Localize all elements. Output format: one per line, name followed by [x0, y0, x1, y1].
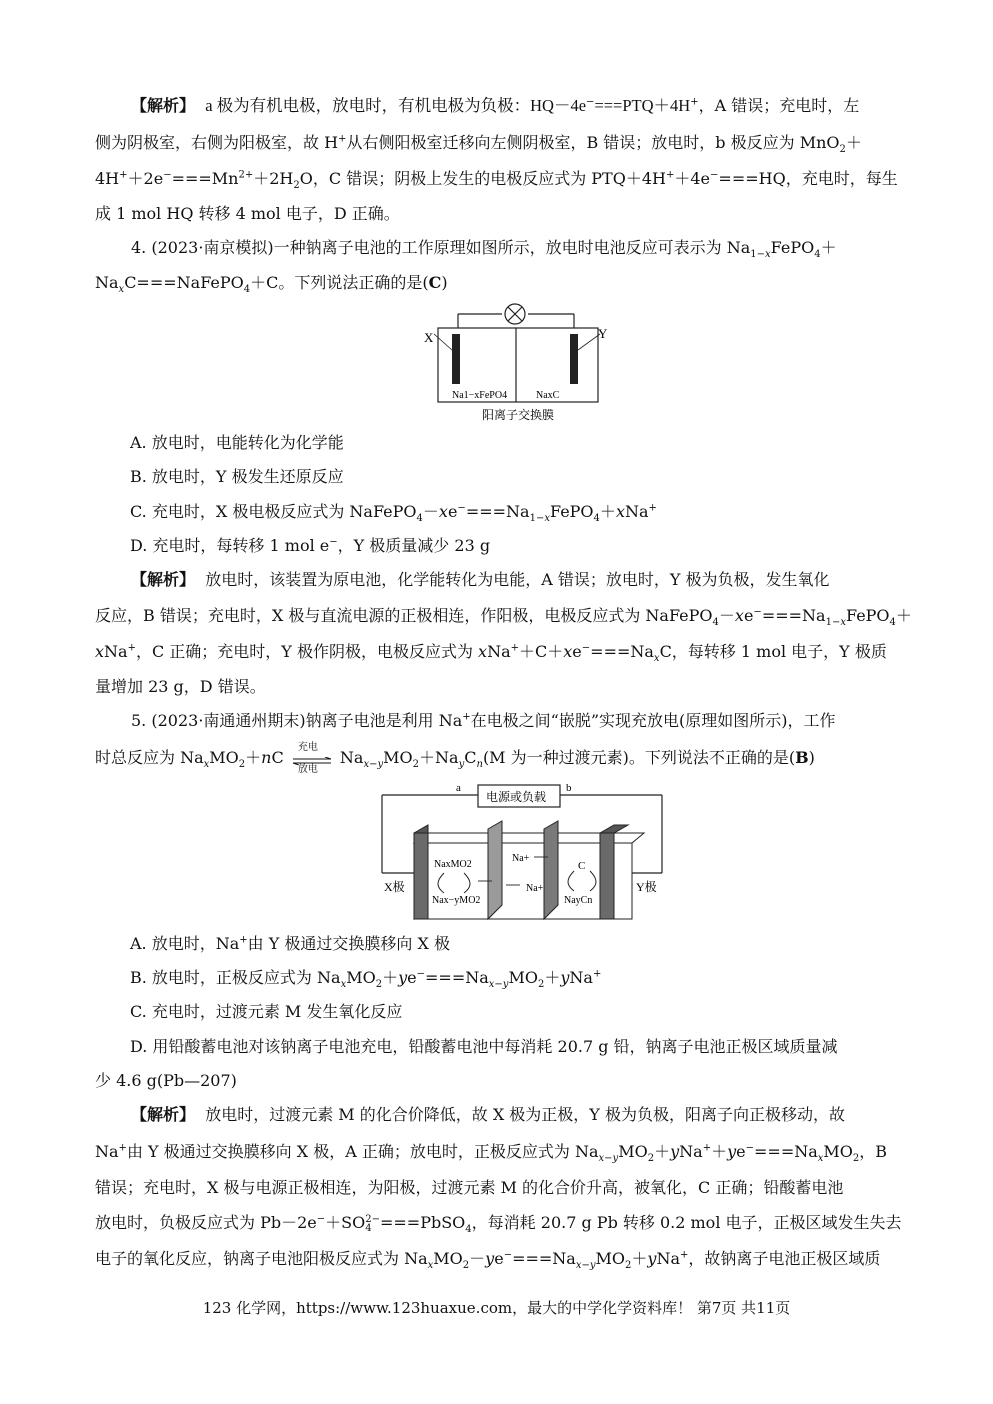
analysis-3-line-3: $4H^++2e^-===Mn^{2+}+2H_2O$，C 错误；阴极上发生的电极反应式为 PTQ＋4H+＋4e−===HQ，充电时，每生 [95, 169, 898, 192]
question-5-option-a: A. 放电时，Na+由 Y 极通过交换膜移向 X 极 [130, 934, 450, 953]
question-5-stem-1: 5. (2023·南通通州期末)钠离子电池是利用 Na+在电极之间“嵌脱”实现充放电(原理如图所示)，工作 [131, 711, 836, 730]
x-pole-label: X极 [384, 880, 405, 894]
carbon-label: C [578, 860, 586, 872]
analysis-5-line-1: 【解析】 放电时，过渡元素 M 的化合价降低，故 X 极为正极，Y 极为负极，阳离子向正极移动，故 [131, 1105, 845, 1124]
x-electrode-block [414, 833, 428, 919]
question-4-answer: C [428, 273, 442, 292]
question-4-stem-2: $Na_xC===NaFePO_4+C$。下列说法正确的是(C) [95, 273, 448, 296]
left-electrolyte-label: Na1−xFePO4 [452, 390, 508, 401]
analysis-4-line-1: 【解析】 放电时，该装置为原电池，化学能转化为电能，A 错误；放电时，Y 极为负极，发生氧化 [131, 570, 830, 589]
analysis-5-line-3: 错误；充电时，X 极与电源正极相连，为阳极，过渡元素 M 的化合价升高，被氧化，C 正确；铅酸蓄电池 [95, 1178, 844, 1197]
analysis-3-line-2: 侧为阴极室，右侧为阳极室，故 H+从右侧阳极室迁移向左侧阴极室，B 错误；放电时，b 极反应为 MnO$_2$＋ [95, 133, 862, 156]
battery-diagram-1 [420, 298, 620, 426]
exchange-membrane-right [544, 821, 558, 919]
analysis-4-line-2: 反应，B 错误；充电时，X 极与直流电源的正极相连，作阳极，电极反应式为 $NaFePO_4-xe^-===Na_{1-x}FePO_4+$ [95, 606, 912, 629]
question-5-option-d-line-2: 少 4.6 g(Pb—207) [95, 1071, 237, 1090]
naxymo2-label: Nax−yMO2 [432, 895, 481, 906]
analysis-3-line-1: 【解析】 a 极为有机电极，放电时，有机电极为负极：HQ－4e−===PTQ＋4H+，A 错误；充电时，左 [131, 96, 860, 115]
exchange-membrane-left [488, 821, 502, 919]
membrane-label: 阳离子交换膜 [482, 408, 555, 422]
analysis-5-line-2: Na+由 Y 极通过交换膜移向 X 极，A 正确；放电时，正极反应式为 $Na_{x-y}MO_2+yNa^++ye^-===Na_xMO_2$，B [95, 1142, 888, 1165]
y-electrode-block [600, 833, 614, 919]
question-4-option-d: D. 充电时，每转移 1 mol e−，Y 极质量减少 23 g [130, 536, 491, 555]
question-4-option-b: B. 放电时，Y 极发生还原反应 [130, 467, 344, 486]
question-4-option-a: A. 放电时，电能转化为化学能 [130, 433, 344, 452]
power-source-label: 电源或负载 [486, 790, 547, 804]
y-electrode [570, 334, 578, 384]
analysis-4-line-3: xNa+，C 正确；充电时，Y 极作阴极，电极反应式为 $xNa^++C+xe^-===Na_xC$，每转移 1 mol 电子，Y 极质 [95, 642, 887, 665]
analysis-5-line-5: 电子的氧化反应，钠离子电池阳极反应式为 $Na_xMO_2-ye^-===Na_{x-y}MO_2+yNa^+$，故钠离子电池正极区域质 [95, 1249, 881, 1272]
naycn-label: NayCn [564, 895, 593, 906]
question-5-answer: B [795, 748, 809, 767]
x-electrode [452, 334, 460, 384]
question-5-stem-2: 时总反应为 $Na_xMO_2+nC$ 充电 放电 $Na_{x-y}MO_2+Na_yC_n(M$ 为一种过渡元素)。下列说法不正确的是(B) [95, 741, 815, 775]
reversible-arrow: 充电 放电 [289, 749, 335, 769]
terminal-b-label: b [566, 782, 572, 794]
analysis-label: 【解析】 [131, 96, 196, 115]
naxmo2-label: NaxMO2 [434, 859, 472, 870]
na-ion-top-label: Na+ [512, 853, 530, 864]
page-footer: 123 化学网，https://www.123huaxue.com，最大的中学化学资料库！ 第7页 共11页 [202, 1299, 791, 1317]
na-ion-mid-label: Na+ [526, 883, 544, 894]
question-5-option-d-line-1: D. 用铅酸蓄电池对该钠离子电池充电，铅酸蓄电池中每消耗 20.7 g 铅，钠离子电池正极区域质量减 [130, 1037, 838, 1056]
analysis-4-line-4: 量增加 23 g，D 错误。 [95, 677, 266, 696]
analysis-5-line-4: 放电时，负极反应式为 Pb－2e−＋SO 2− 4 ===PbSO$_4$，每消耗 20.7 g Pb 转移 0.2 mol 电子，正极区域发生失去 [95, 1213, 902, 1236]
question-4-stem-1: 4. (2023·南京模拟)一种钠离子电池的工作原理如图所示，放电时电池反应可表示为 $Na_{1-x}FePO_4+$ [131, 238, 837, 261]
battery-diagram-2 [378, 781, 668, 927]
analysis-3-line-4: 成 1 mol HQ 转移 4 mol 电子，D 正确。 [95, 204, 400, 223]
question-5-option-b: B. 放电时，正极反应式为 $Na_xMO_2+ye^-===Na_{x-y}MO_2+yNa^+$ [130, 968, 602, 991]
question-4-option-c: C. 充电时，X 极电极反应式为 $NaFePO_4-xe^-===Na_{1-x}FePO_4+xNa^+$ [130, 502, 657, 525]
y-pole-label: Y极 [636, 880, 657, 894]
terminal-a-label: a [456, 782, 461, 794]
y-label: Y [598, 326, 608, 341]
right-electrolyte-label: NaxC [536, 390, 560, 401]
bulb-icon [505, 304, 525, 324]
x-label: X [424, 330, 434, 345]
question-5-option-c: C. 充电时，过渡元素 M 发生氧化反应 [130, 1002, 403, 1021]
